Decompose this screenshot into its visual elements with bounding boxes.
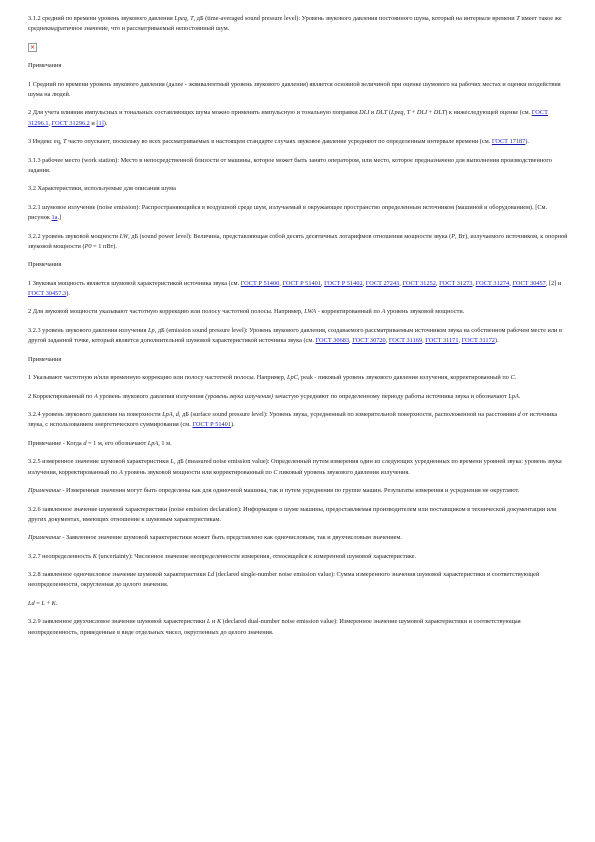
- paragraph-p5: [28, 137, 568, 147]
- paragraph-p1: [28, 14, 568, 34]
- italic-text: P0: [84, 242, 92, 250]
- text-run: 3.1.2 средний по времени уровень звукового давления: [28, 15, 175, 22]
- text-run: +: [44, 599, 52, 607]
- text-run: , дБ (surface sound pressure level): Уровень звука, усредненный по измерительной поверхности, расположенной на расстоянии: [178, 411, 518, 419]
- text-run: ,: [435, 279, 440, 287]
- text-run: (declared single-number noise emission value): Сумма измеренного значения шумовой характеристики и соответствующей неопределенности, округленная до целого значения.: [28, 571, 540, 589]
- text-run: - корректированный по: [316, 308, 382, 316]
- doc-link[interactable]: ГОСТ 31273: [439, 279, 473, 287]
- text-run: 2 Корректированный по: [28, 392, 94, 400]
- doc-link[interactable]: ГОСТ 30720: [352, 337, 386, 345]
- text-run: ,: [385, 337, 389, 345]
- text-run: , 1 м.: [158, 439, 172, 447]
- text-run: и: [210, 618, 217, 626]
- text-run: 1 Указывают частотную и/или временную коррекцию или полосу частотной полосы. Например,: [28, 374, 288, 382]
- text-run: , дБ (measured noise emission value): Определенный путем измерения один из следующих усредненных по времени уровней звука: уровень звука излучения, корректированный по: [28, 458, 562, 476]
- paragraph-p8: [28, 203, 568, 223]
- italic-text: А: [381, 308, 386, 316]
- text-run: и: [369, 109, 376, 117]
- text-run: Примечания: [28, 62, 62, 70]
- text-run: 3.2.8 заявленное одночисловое значение шумовой характеристики: [28, 571, 208, 579]
- text-run: от источника звука, с использованием энергетического суммирования (см.: [28, 411, 558, 429]
- italic-text: Lp: [148, 326, 155, 334]
- doc-link[interactable]: ГОСТ 31169: [388, 337, 423, 345]
- text-run: ).: [103, 119, 108, 127]
- paragraph-p11: [28, 279, 568, 299]
- doc-link[interactable]: ГОСТ 30683: [315, 337, 350, 345]
- text-run: , [2] и: [545, 279, 562, 287]
- text-run: - Заявленное значение шумовой характеристики может быть представлено как одночисловым, так и двухчисловым значением.: [60, 534, 402, 542]
- text-run: ,: [279, 279, 283, 287]
- italic-text: Ld: [207, 571, 215, 579]
- text-run: часто опускают, поскольку во всех рассматриваемых в настоящем стандарте случаях звуковое давление усредняют по определенным интервале времени (см.: [66, 138, 492, 146]
- italic-text: T: [516, 15, 520, 22]
- paragraph-p2: [28, 61, 568, 71]
- italic-text: K: [216, 618, 222, 626]
- text-run: - Измеренные значения могут быть определены как для одиночной машины, так и путем усреднения по группе машин. Результаты измерения и усреднения не округляют.: [60, 487, 520, 495]
- doc-link[interactable]: ГОСТ Р 51401: [192, 421, 231, 429]
- text-run: пиковый уровень звукового давления излучения.: [277, 468, 410, 476]
- text-run: ,: [509, 279, 513, 287]
- paragraph-p23: [28, 552, 568, 562]
- doc-link[interactable]: ГОСТ Р 51402: [324, 279, 363, 287]
- italic-text: Примечание: [28, 534, 61, 542]
- text-run: ) к нижеследующей оценке (см.: [445, 109, 532, 117]
- text-run: Примечания: [28, 355, 62, 363]
- text-run: 3.2.9 заявленное двухчисловое значение шумовой характеристики: [28, 618, 207, 626]
- doc-link[interactable]: ГОСТ 31172: [461, 337, 495, 345]
- paragraph-p21: [28, 505, 568, 525]
- text-run: ,: [472, 279, 476, 287]
- text-run: 3 Индекс eq,: [28, 138, 64, 146]
- text-run: уровень звукового давления излучения: [97, 392, 206, 400]
- paragraph-p20: [28, 486, 568, 496]
- paragraph-p4: [28, 108, 568, 128]
- italic-text: А: [93, 392, 98, 400]
- text-run: ,: [349, 337, 353, 345]
- text-run: , Вт), излучаемого источником, к опорной звуковой мощности (: [28, 232, 568, 250]
- text-run: 3.2.5 измеренное значение шумовой характеристики: [28, 458, 171, 466]
- italic-text: С: [510, 374, 515, 382]
- italic-text: DLI: [359, 109, 370, 117]
- broken-image-icon: ×: [29, 43, 36, 51]
- italic-text: LpC: [287, 374, 298, 382]
- paragraph-p17: [28, 410, 568, 430]
- italic-text: С: [273, 468, 278, 476]
- doc-link[interactable]: 1а: [51, 214, 58, 222]
- doc-link[interactable]: ГОСТ 31171: [425, 337, 459, 345]
- italic-text: P: [451, 232, 456, 240]
- text-run: 3.2.6 заявленное значение шумовой характеристики (noise emission declaration): Информация о шуме машины, предоставляемая производителем или поставщиком в технической документации или других документах, имеющих отношение к шумовым характеристикам.: [28, 505, 557, 523]
- text-run: =: [34, 599, 42, 607]
- doc-link[interactable]: ГОСТ 31274: [475, 279, 510, 287]
- paragraph-p14: [28, 355, 568, 365]
- paragraph-p26: [28, 617, 568, 637]
- doc-link[interactable]: ГОСТ 30457: [512, 279, 546, 287]
- text-run: ,: [399, 279, 403, 287]
- paragraph-p16: [28, 392, 568, 402]
- text-run: 3.2.2 уровень звуковой мощности: [28, 232, 120, 240]
- italic-text: А: [118, 468, 123, 476]
- paragraph-p12: [28, 307, 568, 317]
- document-page: [28, 14, 568, 646]
- italic-text: DLT: [375, 109, 388, 117]
- text-run: ).: [525, 138, 529, 146]
- text-run: 3.1.3 рабочее место (work station): Место в непосредственной близости от машины, которое может быть занято оператором, или место, которое предназначено для выполнения производственного задания.: [28, 156, 552, 174]
- text-run: , дБ (sound power level): Величина, представляющая собой десять десятичных логарифмов отношения мощности звука (: [128, 232, 452, 240]
- italic-text: d: [517, 411, 521, 419]
- doc-link[interactable]: ГОСТ 17187: [491, 138, 526, 146]
- text-run: Примечания: [28, 261, 62, 269]
- paragraph-p25: [28, 599, 568, 609]
- doc-link[interactable]: ГОСТ 30457.3: [28, 289, 67, 297]
- text-run: .]: [57, 214, 62, 222]
- paragraph-p7: [28, 184, 568, 194]
- text-run: , peak - пиковый уровень звукового давления излучения, корректированный по: [297, 374, 511, 382]
- italic-text: L: [41, 599, 45, 607]
- paragraph-p19: [28, 457, 568, 477]
- text-run: .: [518, 392, 521, 400]
- italic-text: Примечание: [28, 487, 61, 495]
- text-run: ).: [494, 337, 499, 345]
- paragraph-p24: [28, 570, 568, 590]
- italic-text: Lpeq, T: [174, 15, 194, 22]
- doc-link[interactable]: ГОСТ 31296.1: [28, 109, 548, 127]
- paragraph-p3: [28, 80, 568, 100]
- paragraph-p13: [28, 326, 568, 346]
- text-run: 3.2.1 шумовое излучение (noise emission): Распространяющийся в воздушной среде шум, излучаемый в окружающее пространство определенным источником (машиной и оборудованием). [См. рисунок: [28, 203, 548, 222]
- text-run: имеет такое же среднеквадратичное значение, что и рассматриваемый непостоянный шум.: [28, 15, 562, 33]
- italic-text: d: [83, 439, 87, 447]
- italic-text: LW: [119, 232, 129, 240]
- text-run: +: [427, 109, 434, 117]
- doc-link[interactable]: ГОСТ Р 51400: [240, 279, 280, 287]
- text-run: 3.2.7 неопределенность: [28, 552, 93, 560]
- paragraph-p22: [28, 533, 568, 543]
- italic-text: DLI: [416, 109, 428, 117]
- italic-text: LpA: [147, 439, 159, 447]
- text-run: (: [387, 109, 391, 117]
- text-run: ,: [320, 279, 325, 287]
- italic-text: L: [170, 458, 174, 466]
- text-run: ,: [422, 337, 426, 345]
- text-run: 1 Звуковая мощность является шумовой характеристикой источника звука (см.: [28, 279, 241, 287]
- text-run: 1 Средний по времени уровень звукового давления (далее - эквивалентный уровень звукового давления) является основной величиной при оценке шумового на рабочих местах и оценки воздействия шума на людей.: [28, 80, 561, 98]
- italic-text: (уровень звука излучения): [205, 392, 273, 400]
- text-run: ).: [66, 289, 70, 297]
- italic-text: LpA, d: [162, 411, 179, 419]
- paragraph-p10: [28, 260, 568, 270]
- paragraph-p15: [28, 373, 568, 383]
- text-run: .: [514, 374, 517, 382]
- text-run: ,: [48, 119, 52, 127]
- italic-text: T: [63, 138, 67, 146]
- text-run: уровень звуковой мощности или корректированный по: [122, 468, 274, 476]
- text-run: 3.2 Характеристики, используемые для описания шума: [28, 185, 176, 193]
- text-run: 2 Для звуковой мощности указывают частотную коррекцию или полосу частотной полосы. Например,: [28, 308, 305, 316]
- text-run: Примечание - Когда: [28, 439, 84, 447]
- italic-text: LWA: [304, 308, 317, 316]
- italic-text: DLT: [433, 109, 446, 117]
- paragraph-p6: [28, 156, 568, 176]
- text-run: , дБ (emission sound pressure level): Уровень звукового давления, создаваемого рассматриваемым источником звука на собственном рабочем месте или в другой заданной точке, который является дополнительной шумовой характеристикой источника звука (см.: [28, 326, 562, 345]
- italic-text: Ld: [28, 599, 35, 607]
- doc-link[interactable]: ГОСТ 27243: [365, 279, 400, 287]
- doc-link[interactable]: ГОСТ 31252: [402, 279, 436, 287]
- text-run: 3.2.3 уровень звукового давления излучения: [28, 326, 149, 334]
- italic-text: L: [206, 618, 211, 626]
- text-run: (declared dual-number noise emission value): Измеренное значение шумовой характеристики и соответствующая неопределенность, приведенные в виде отдельных чисел, округленных до целого значения.: [28, 618, 521, 636]
- italic-text: K: [92, 552, 97, 560]
- broken-image-placeholder: [28, 43, 568, 53]
- italic-text: K: [51, 599, 56, 607]
- text-run: .: [55, 599, 58, 607]
- text-run: уровень звуковой мощности.: [385, 308, 465, 316]
- text-run: ).: [230, 421, 235, 429]
- text-run: 3.2.4 уровень звукового давления на поверхности: [28, 411, 163, 419]
- text-run: ,: [458, 337, 462, 345]
- text-run: , дБ (time-averaged sound pressure level): Уровень звукового давления постоянного шума, который на интервале времени: [193, 15, 517, 22]
- italic-text: LpA: [508, 392, 519, 400]
- text-run: (uncertainty): Численное значение неопределенности измерения, относящейся к измеренной шумовой характеристике.: [96, 552, 417, 560]
- paragraph-p18: [28, 439, 568, 449]
- text-run: зачастую усредняют по определенному периоду работы источника звука и обозначают: [272, 392, 509, 400]
- doc-link[interactable]: ГОСТ 31296.2: [51, 119, 90, 127]
- doc-link[interactable]: [1]: [96, 119, 104, 127]
- text-run: ,: [362, 279, 366, 287]
- text-run: и: [89, 119, 97, 127]
- italic-text: Lpeq, T: [390, 109, 411, 117]
- text-run: 2 Для учета влияния импульсных и тональных составляющих шума можно применять импульсную и тональную поправки: [28, 109, 360, 117]
- text-run: = 1 пВт).: [91, 242, 117, 250]
- text-run: = 1 м, его обозначают: [86, 439, 148, 447]
- doc-link[interactable]: ГОСТ Р 51401: [282, 279, 321, 287]
- text-run: +: [410, 109, 417, 117]
- paragraph-p9: [28, 232, 568, 252]
